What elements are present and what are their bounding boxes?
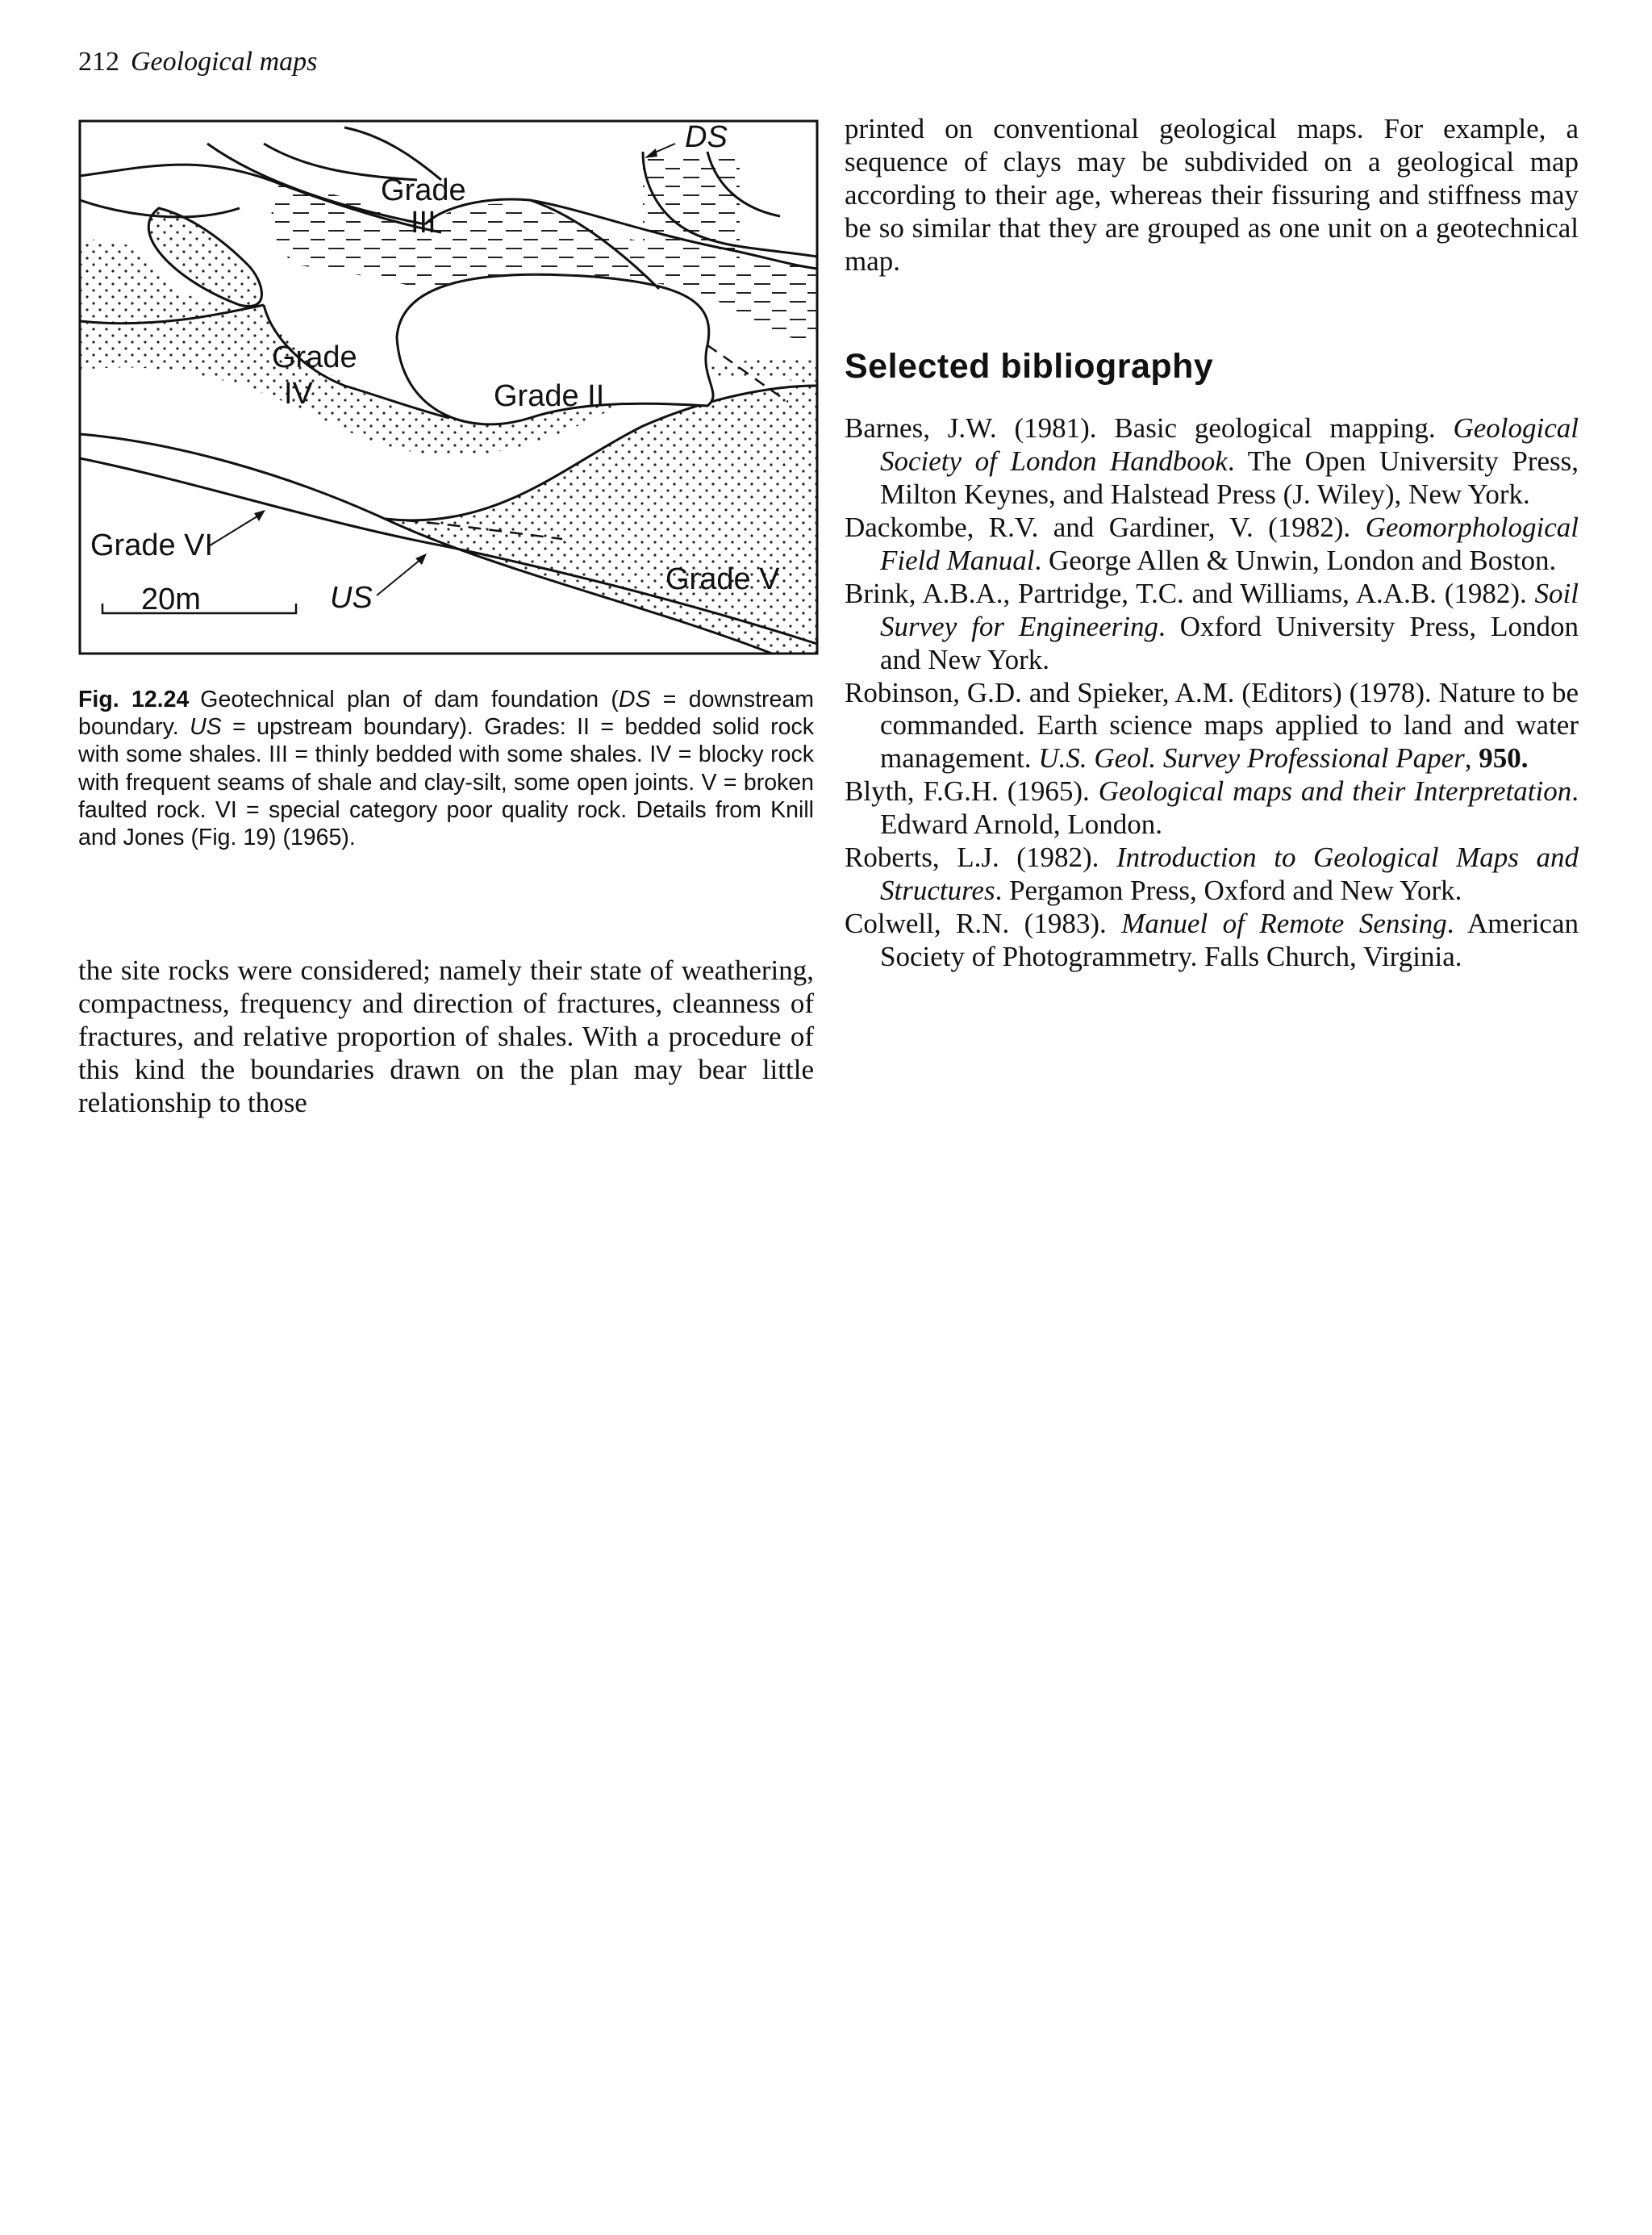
grade-iii-upper-right bbox=[643, 152, 740, 273]
grade-iii-label-numeral: III bbox=[411, 206, 436, 240]
entry-publisher: . Edward Arnold, London. bbox=[880, 775, 1579, 841]
caption-us: US bbox=[190, 714, 222, 741]
figure-caption bbox=[78, 686, 814, 851]
bibliography-entry bbox=[845, 842, 1579, 908]
entry-title: U.S. Geol. Survey Professional Paper bbox=[1038, 742, 1465, 775]
body-paragraph-right: printed on conventional geological maps. For example, a sequence of clays may be subdivided on a geological map according to their age, whereas their fissuring and stiffness may be so similar that they are grouped as one unit on a geotechnical map. bbox=[845, 113, 1579, 277]
bibliography-heading: Selected bibliography bbox=[845, 347, 1214, 386]
bibliography-entry bbox=[845, 412, 1579, 512]
grade-ii-label: Grade II bbox=[494, 379, 605, 413]
entry-title: Geological maps and their Interpretation bbox=[1098, 775, 1572, 808]
entry-authors: Roberts, L.J. (1982). bbox=[845, 842, 1116, 874]
bibliography-list bbox=[845, 412, 1579, 974]
grade-v-label: Grade V bbox=[665, 562, 780, 596]
entry-authors: Dackombe, R.V. and Gardiner, V. (1982). bbox=[845, 511, 1366, 543]
bibliography-entry bbox=[845, 512, 1579, 578]
entry-volume: 950. bbox=[1479, 742, 1529, 775]
entry-title: Introduction to Geological Maps and Structures bbox=[880, 842, 1579, 907]
entry-publisher: . The Open University Press, Milton Keynes, and Halstead Press (J. Wiley), New York. bbox=[880, 445, 1579, 510]
entry-authors: Barnes, J.W. (1981). Basic geological mapping. bbox=[845, 412, 1454, 444]
entry-publisher: . Pergamon Press, Oxford and New York. bbox=[995, 875, 1462, 907]
entry-publisher: . American Society of Photogrammetry. Falls Church, Virginia. bbox=[880, 908, 1579, 972]
entry-title: Manuel of Remote Sensing bbox=[1121, 908, 1447, 940]
bibliography-entry bbox=[845, 775, 1579, 842]
entry-authors: Colwell, R.N. (1983). bbox=[845, 908, 1122, 940]
entry-title: Geological Society of London Handbook bbox=[880, 412, 1579, 477]
caption-text: = downstream boundary. bbox=[78, 687, 814, 741]
entry-publisher: . George Allen & Unwin, London and Boston. bbox=[1034, 544, 1557, 576]
grade-iv-label-word: Grade bbox=[272, 340, 357, 374]
entry-authors: Blyth, F.G.H. (1965). bbox=[845, 775, 1099, 808]
caption-ds: DS bbox=[618, 687, 651, 712]
entry-title: Geomorphological Field Manual bbox=[880, 511, 1579, 576]
running-head-title: Geological maps bbox=[131, 47, 318, 77]
entry-publisher: . Oxford University Press, London and New York. bbox=[880, 610, 1579, 675]
grade-vi-label: Grade VI bbox=[90, 528, 214, 562]
caption-fig-label: Fig. bbox=[78, 687, 119, 712]
entry-title: Soil Survey for Engineering bbox=[880, 577, 1579, 642]
caption-fig-number: 12.24 bbox=[131, 687, 190, 712]
page-number: 212 bbox=[78, 47, 119, 77]
bibliography-entry bbox=[845, 578, 1579, 677]
geotechnical-plan-figure bbox=[78, 119, 819, 656]
us-label: US bbox=[330, 581, 373, 615]
caption-text: Geotechnical plan of dam foundation ( bbox=[200, 687, 619, 712]
bibliography-entry bbox=[845, 908, 1579, 974]
scale-label: 20m bbox=[141, 583, 201, 616]
entry-publisher: , bbox=[1464, 742, 1479, 775]
caption-text: = upstream boundary). Grades: II = bedded solid rock with some shales. III = thinly bedded with some shales. IV = blocky rock with frequent seams of shale and clay-silt, some open joints. V = broken faulted rock. VI = special category poor quality rock. Details from Knill and Jones (Fig. 19) (1965). bbox=[78, 714, 814, 850]
body-paragraph-left: the site rocks were considered; namely their state of weathering, compactness, frequency and direction of fractures, cleanness of fractures, and relative proportion of shales. With a procedure of this kind the boundaries drawn on the plan may bear little relationship to those bbox=[78, 955, 814, 1118]
grade-iii-label-word: Grade bbox=[381, 173, 466, 207]
grade-iv-label-numeral: IV bbox=[284, 377, 313, 411]
running-head bbox=[78, 47, 317, 77]
entry-authors: Robinson, G.D. and Spieker, A.M. (Editors) (1978). Nature to be commanded. Earth science maps applied to land and water management. bbox=[845, 676, 1579, 775]
ds-label: DS bbox=[685, 120, 728, 154]
bibliography-entry bbox=[845, 677, 1579, 776]
entry-authors: Brink, A.B.A., Partridge, T.C. and Williams, A.A.B. (1982). bbox=[845, 577, 1535, 609]
